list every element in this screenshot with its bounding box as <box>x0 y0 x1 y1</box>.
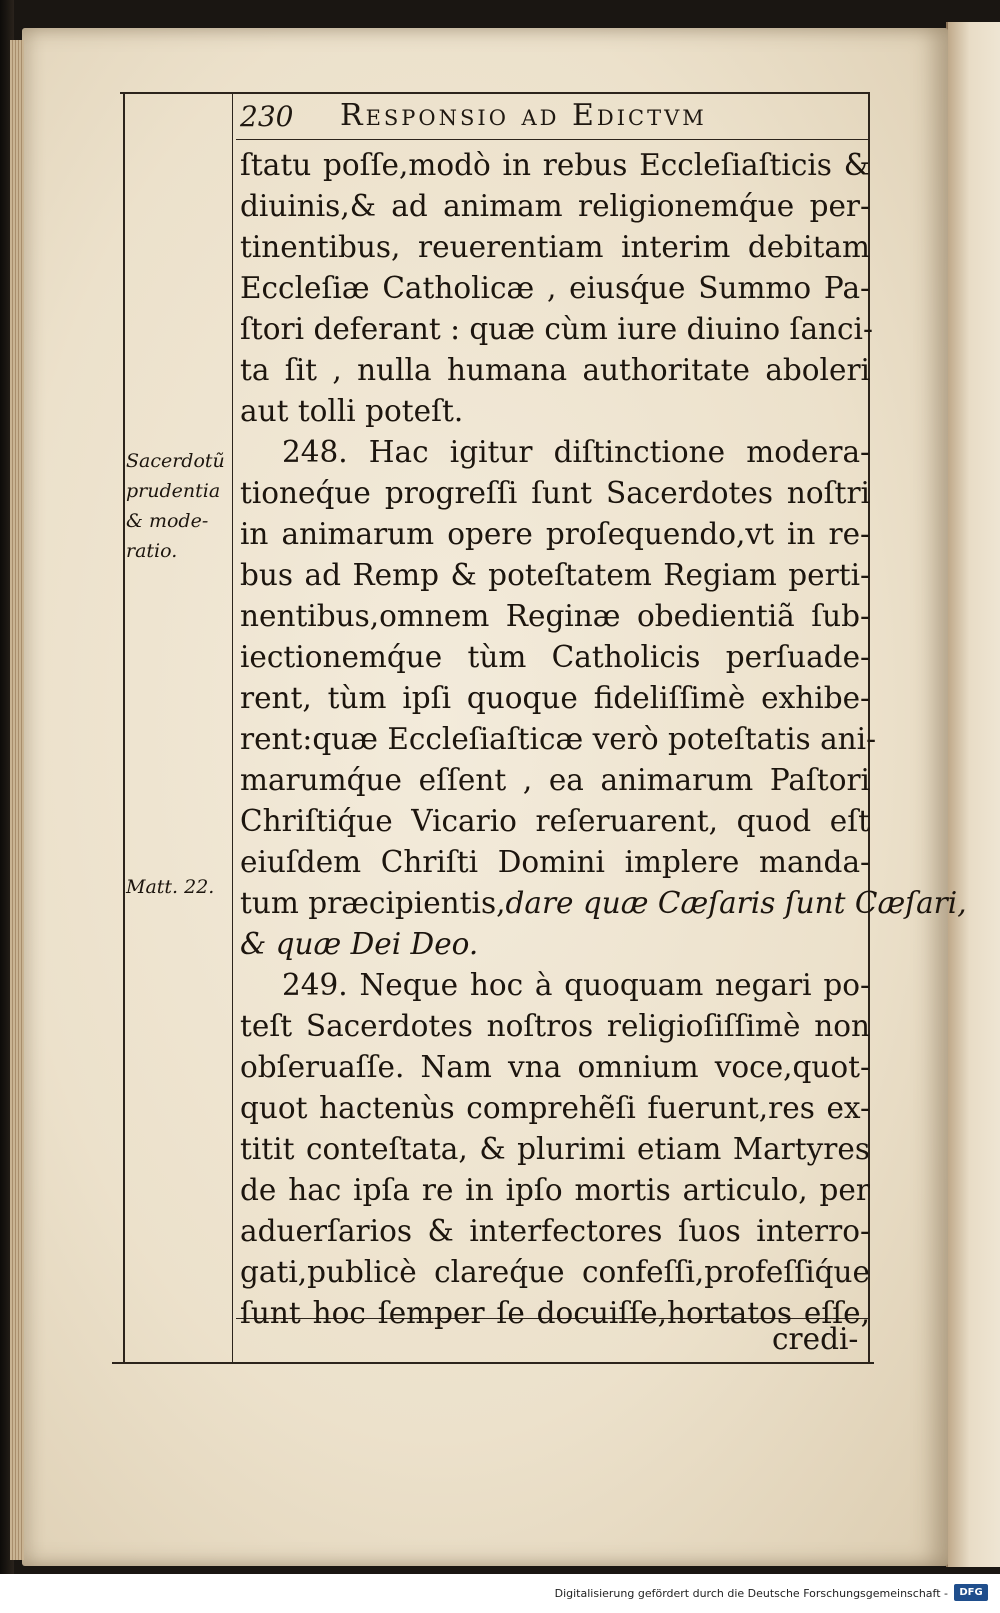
margin-note-matthew: Matt. 22. <box>126 876 215 898</box>
text-line: rent, tùm ipſi quoque fideliſſimè exhibe- <box>240 681 870 715</box>
text-line: ſtatu poſſe,modò in rebus Eccleſiaſticis & <box>240 148 870 182</box>
frame-rule-bottom <box>112 1362 874 1364</box>
text-line: quot hactenùs comprehẽſi fuerunt,res ex- <box>240 1091 870 1125</box>
text-line: marumq́ue eſſent , ea animarum Paſtori <box>240 763 870 797</box>
paragraph-249-start: 249. Neque hoc à quoquam negari po- <box>282 968 870 1002</box>
text-line: titit conteſtata, & plurimi etiam Martyres <box>240 1132 870 1166</box>
margin-note-line: ratio. <box>126 540 178 562</box>
text-line-with-quotation <box>240 883 967 923</box>
text-line: eiuſdem Chriſti Domini implere manda- <box>240 845 870 879</box>
text-line: aduerſarios & interfectores ſuos interro- <box>240 1214 870 1248</box>
facing-page-edge <box>946 22 1000 1567</box>
text-line: aut tolli poteſt. <box>240 394 464 428</box>
margin-note-sacerdotum <box>126 446 232 566</box>
text-line: tinentibus, reuerentiam interim debitam <box>240 230 870 264</box>
page-number: 230 <box>240 100 294 133</box>
text-line: rent:quæ Eccleſiaſticæ verò poteſtatis ani- <box>240 722 877 756</box>
scripture-quotation: dare quæ Cæſaris ſunt Cæſari, <box>505 886 967 920</box>
text-line: gati,publicè clareq́ue confeſſi,profeſſiq́ue <box>240 1255 870 1289</box>
text-line: teſt Sacerdotes noſtros religioſiſſimè non <box>240 1009 870 1043</box>
text-line: ſunt hoc ſemper ſe docuiſſe,hortatos eſſe, <box>240 1296 870 1330</box>
text-line: obſeruaſſe. Nam vna omnium voce,quot- <box>240 1050 870 1084</box>
page-stack-edge <box>10 40 24 1560</box>
text-line: ta ſit , nulla humana authoritate aboleri <box>240 353 870 387</box>
margin-note-line: & mode- <box>126 510 209 532</box>
frame-rule-under-header <box>236 139 868 140</box>
digitization-footer <box>0 1574 1000 1613</box>
paragraph-248-start: 248. Hac igitur diſtinctione modera- <box>282 435 870 469</box>
running-header <box>240 96 868 136</box>
text-line: bus ad Remp & poteſtatem Regiam perti- <box>240 558 870 592</box>
digitization-credit: Digitalisierung gefördert durch die Deutsche Forschungsgemeinschaft - <box>554 1587 948 1600</box>
frame-rule-left <box>123 92 125 1362</box>
text-span: tum præcipientis, <box>240 886 506 920</box>
text-line: Chriſtiq́ue Vicario reſeruarent, quod eſt <box>240 804 870 838</box>
text-line: iectionemq́ue tùm Catholicis perſuade- <box>240 640 870 674</box>
text-line: Eccleſiæ Catholicæ , eiusq́ue Summo Pa- <box>240 271 870 305</box>
text-line: ſtori deferant : quæ cùm iure diuino ſanci- <box>240 312 873 346</box>
text-line: in animarum opere proſequendo,vt in re- <box>240 517 870 551</box>
margin-note-line: Sacerdotũ <box>126 450 225 472</box>
running-title: Responsio ad Edictvm <box>340 98 707 133</box>
margin-note-line: prudentia <box>126 480 221 502</box>
text-line: tioneq́ue progreſſi ſunt Sacerdotes noſtri <box>240 476 870 510</box>
frame-rule-margin-divider <box>232 92 233 1362</box>
catchword: credi- <box>772 1322 859 1356</box>
text-line: diuinis,& ad animam religionemq́ue per- <box>240 189 870 223</box>
text-line: de hac ipſa re in ipſo mortis articulo, per <box>240 1173 870 1207</box>
text-line: nentibus,omnem Reginæ obedientiã ſub- <box>240 599 870 633</box>
dfg-logo-icon: DFG <box>954 1584 988 1601</box>
scripture-quotation-end: & quæ Dei Deo. <box>240 927 479 961</box>
